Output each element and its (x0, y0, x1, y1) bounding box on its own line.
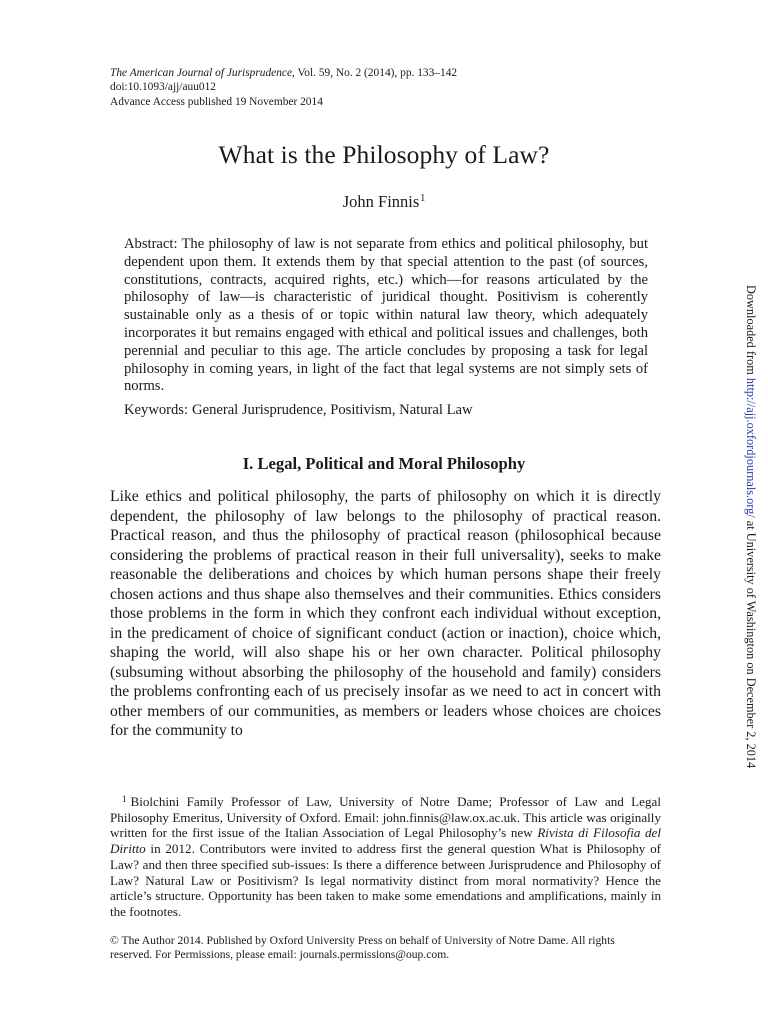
copyright-line-2: reserved. For Permissions, please email: journals.permissions@oup.com. (110, 948, 450, 962)
section-heading: I. Legal, Political and Moral Philosophy (242, 454, 526, 473)
author-line (0, 192, 768, 212)
abstract-text: The philosophy of law is not separate from ethics and political philosophy, but dependent upon them. It extends them by that special attention to the past (of sources, constitutions, contracts, acquired rights, etc.) which—for reasons articulated by the philosophy of law—is characteristic of juridical thought. Positivism is coherently sustainable only as a thesis of or topic within natural law theory, which adequately incorporates it but remains engaged with ethical and political issues and challenges, both perennial and peculiar to this age. The article concludes by proposing a task for legal philosophy in coming years, in light of the fact that legal systems are not simply sets of norms. (124, 236, 648, 395)
doi[interactable]: doi:10.1093/ajj/auu012 (110, 81, 216, 94)
copyright-notice (110, 934, 630, 963)
footnote (110, 792, 661, 920)
download-prefix: Downloaded from (744, 285, 758, 378)
footnote-text-before: Biolchini Family Professor of Law, University of Notre Dame; Professor of Law and Legal Philosophy Emeritus, University of Oxford. Email: john.finnis@law.ox.ac.uk. This article was originally written for the first issue of the Italian Association of Legal Philosophy’s new (110, 794, 661, 841)
abstract-label: Abstract: (124, 236, 178, 252)
author-name: John Finnis (342, 192, 420, 211)
journal-name: The American Journal of Jurisprudence (110, 67, 293, 79)
download-notice (737, 285, 765, 769)
download-link[interactable]: http://ajj.oxfordjournals.org/ (744, 377, 758, 518)
journal-citation: , Vol. 59, No. 2 (2014), pp. 133–142 (292, 67, 458, 79)
advance-access: Advance Access published 19 November 2014 (110, 95, 323, 108)
journal-header (110, 66, 457, 109)
journal-citation-line (110, 66, 457, 80)
copyright-line-1: © The Author 2014. Published by Oxford University Press on behalf of University of Notre Dame. All rights (110, 934, 615, 947)
footnote-text-after: in 2012. Contributors were invited to address first the general question What is Philosophy of Law? and then three specified sub-issues: Is there a difference between Jurisprudence and Philosophy of Law? Natural Law or Positivism? Is legal normativity distinct from moral normativity? Hence the article’s structure. Opportunity has been taken to make some emendations and amplifications, mainly in the footnotes. (110, 841, 661, 919)
download-suffix: at University of Washington on December 2, 2014 (744, 517, 758, 769)
author-footnote-marker[interactable]: 1 (420, 193, 426, 204)
footnote-journal-title: Rivista di Filosofia del Diritto (110, 825, 661, 857)
footnote-marker: 1 (122, 794, 127, 804)
keywords-label: Keywords: (124, 402, 189, 418)
article-title: What is the Philosophy of Law? (218, 140, 550, 169)
keywords (124, 401, 648, 419)
download-notice-text (743, 285, 758, 768)
abstract (124, 236, 648, 396)
body-paragraph: Like ethics and political philosophy, the parts of philosophy on which it is directly dependent, the philosophy of law belongs to the philosophy of practical reason. Practical reason, and thus the philosophy of practical reason (philosophical because considering the problems of practical reason in their full universality), seeks to make reasonable the deliberations and choices by which human persons shape their freely chosen actions and thus shape also themselves and their communities. Ethics considers those problems in the form in which they confront each individual without exception, in the predicament of choice of significant conduct (action or inaction), choice which, shaping the world, will also shape his or her own character. Political philosophy (subsuming without absorbing the philosophy of the household and family) considers the problems confronting each of us precisely insofar as we need to act in concert with other members of our communities, as members or leaders whose choices are choices for the community to (110, 488, 661, 739)
keywords-text: General Jurisprudence, Positivism, Natural Law (192, 402, 473, 418)
